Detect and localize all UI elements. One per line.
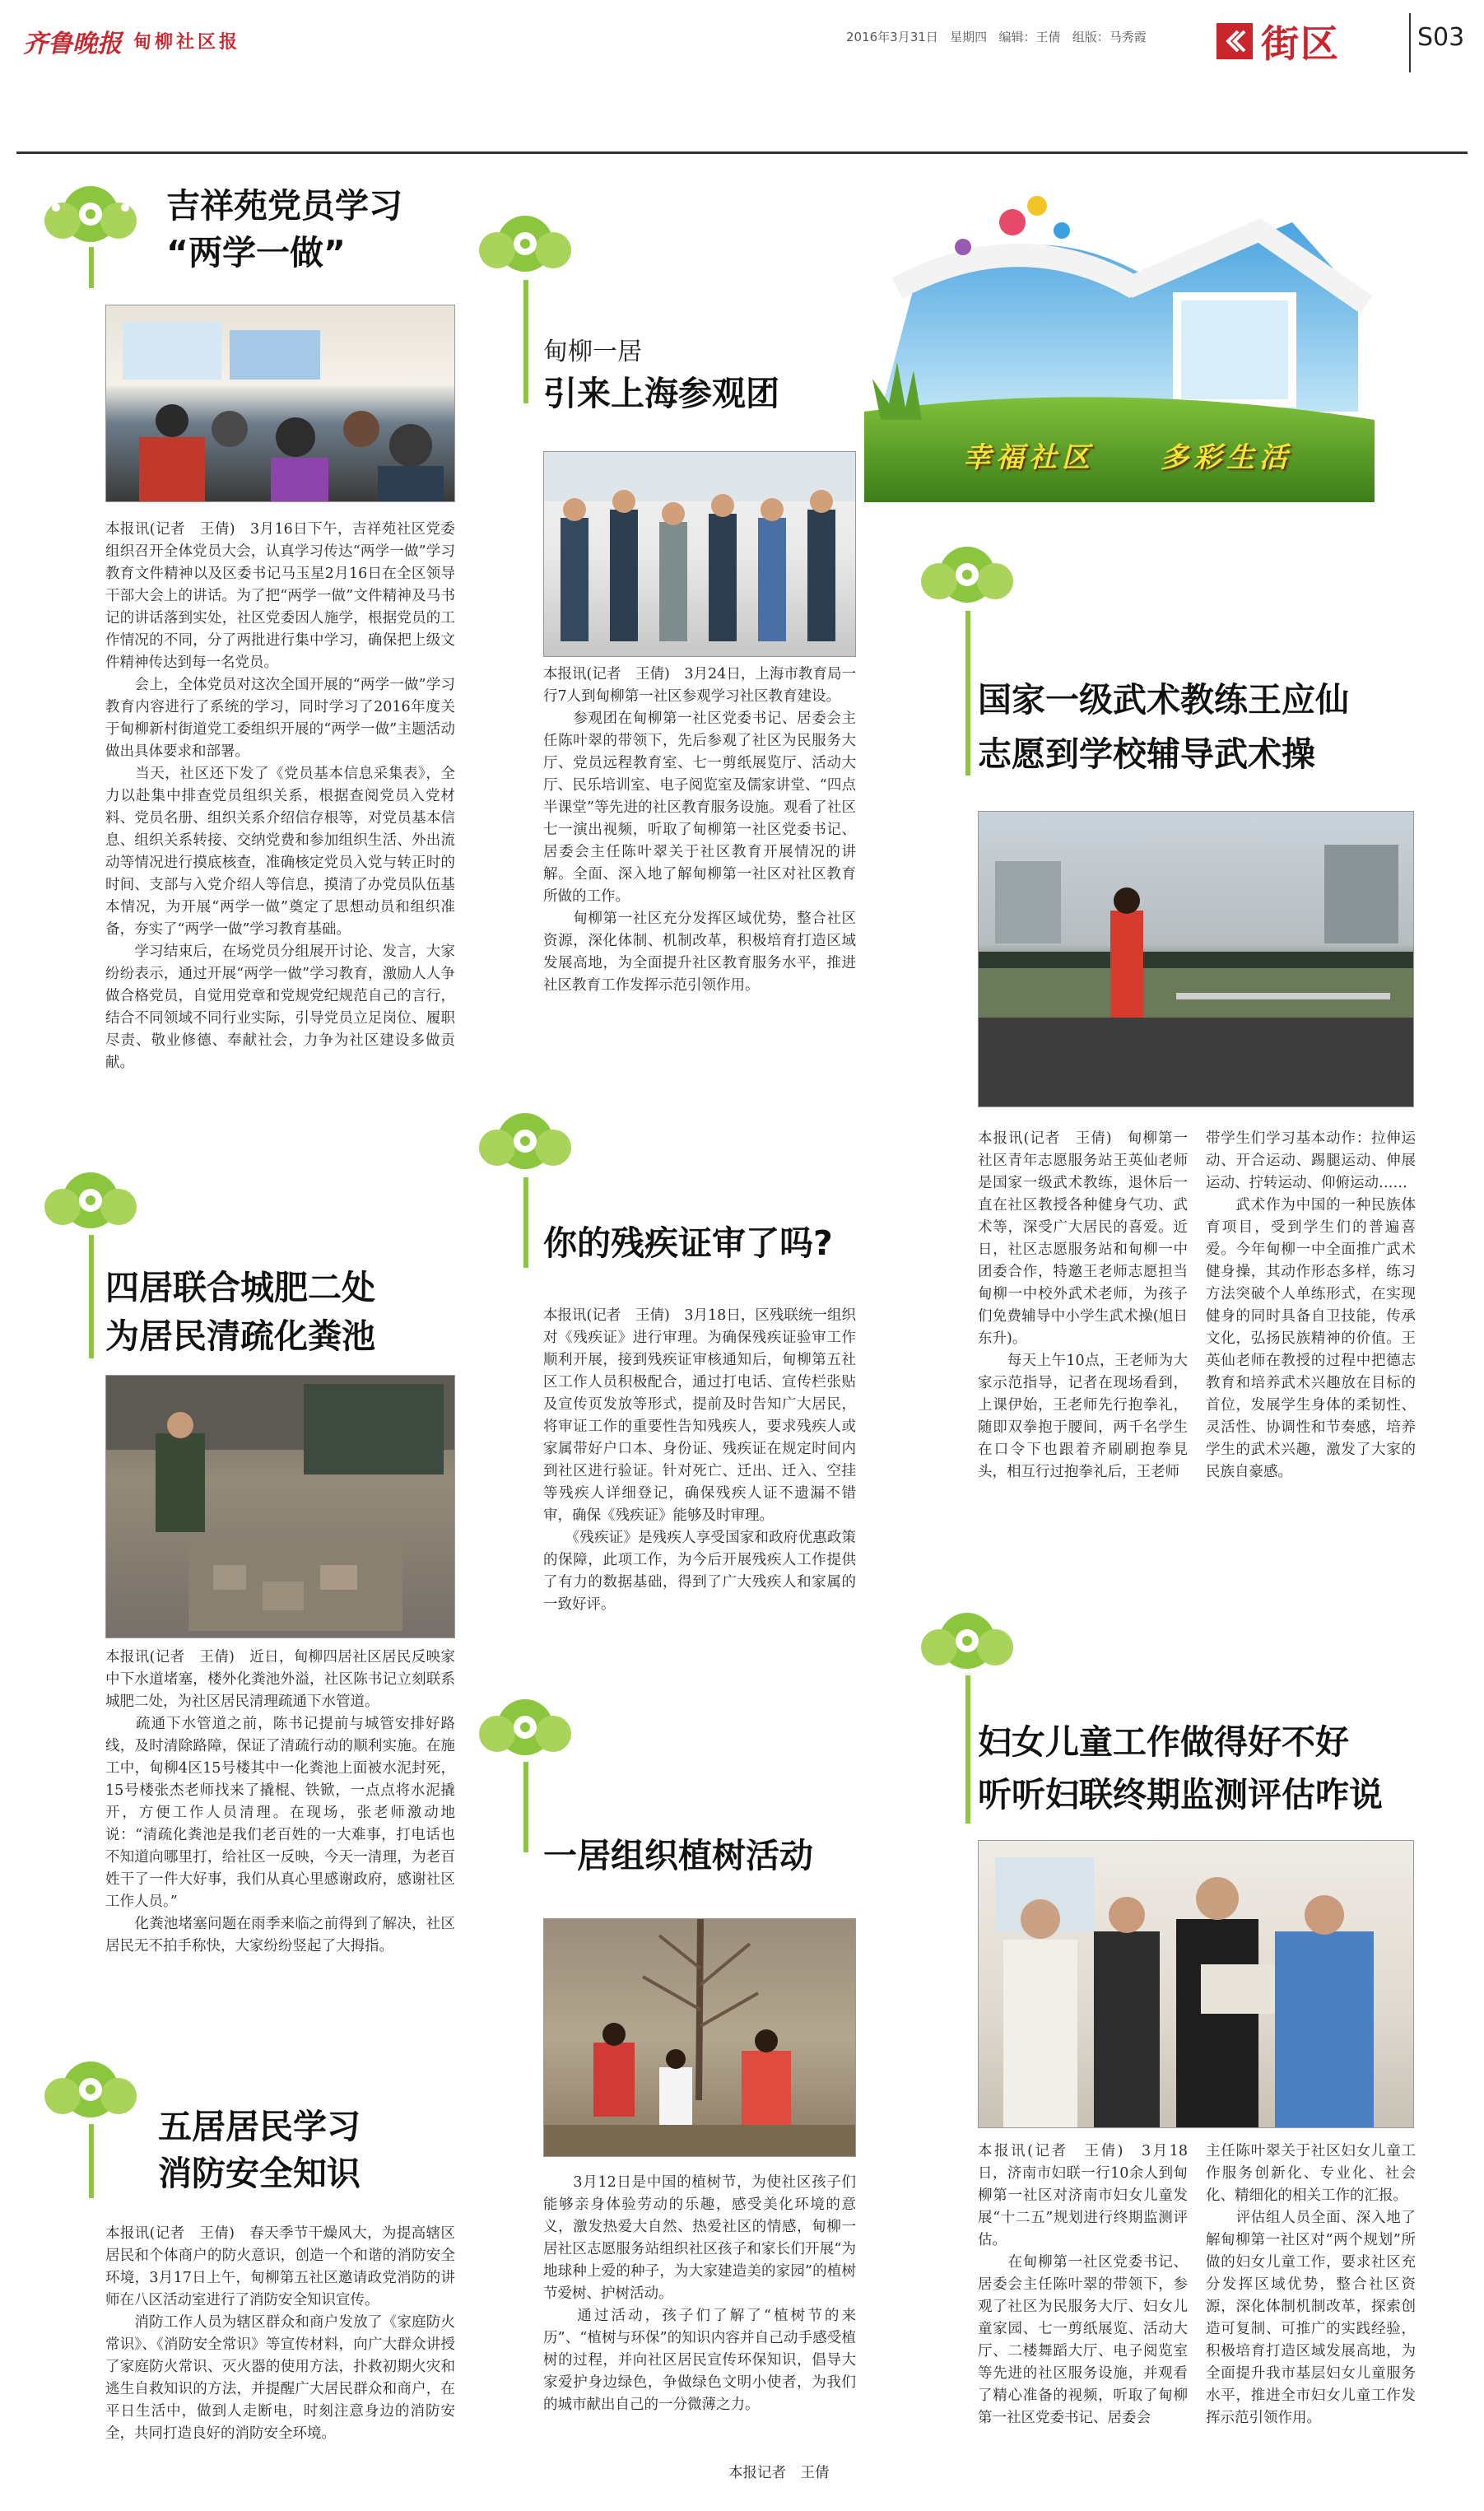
a8-body: 本报讯(记者 王倩) 春天季节干燥风大，为提高辖区居民和个体商户的防火意识，创造一个和谐的消防安全环境，3月17日上午，甸柳第五社区邀请政党消防的讲师在八区活动室进行了消防安全知识宣传。 消防工作人员为辖区群众和商户发放了《家庭防火常识》、《消防安全常识》等宣传材料，向广大群众讲授了家庭防火常识、灭火器的使用方法，扑救初期火灾和逃生自救知识的方法，并提醒广大居民群众和商户，在平日生活中，做到人走断电，时刻注意身边的消防安全，共同打造良好的消防安全环境。 (105, 2225, 455, 2442)
a8-title-line2: 消防安全知识 (158, 2154, 361, 2194)
tree-icon (468, 1696, 583, 1770)
logo-text: 齐鲁晚报 (23, 30, 122, 58)
header-divider (1409, 13, 1411, 72)
a6-body-col1: 本报讯(记者 王倩) 3月18日，济南市妇联一行10余人到甸柳第一社区对济南市妇女儿童发展“十二五”规划进行终期监测评估。 在甸柳第一社区党委书记、居委会主任陈叶翠的带领下，参观了社区为民服务大厅、妇女儿童家园、七一剪纸展览、活动大厅、二楼舞蹈大厅、电子阅览室等先进的社区服务设施，并观看了精心准备的视频，听取了甸柳第一社区党委书记、居委会 (978, 2143, 1188, 2426)
a7-tree-planting-image (544, 1919, 856, 2157)
page-number: S03 (1417, 23, 1465, 52)
tree-stem (89, 247, 94, 288)
a5-title: 你的残疾证审了吗? (543, 1223, 833, 1263)
header-rule (16, 151, 1468, 154)
tree-icon (33, 183, 148, 257)
a8-title-line1: 五居居民学习 (158, 2107, 361, 2146)
tree-icon (468, 1110, 583, 1184)
newspaper-logo (23, 23, 122, 59)
a4-title (105, 1264, 375, 1362)
tree-decoration-a3 (909, 543, 1025, 621)
a6-inspection-image (979, 1841, 1414, 2128)
tree-stem (523, 280, 528, 403)
a6-title-line2: 听听妇联终期监测评估咋说 (978, 1774, 1383, 1815)
tree-icon (909, 1610, 1025, 1684)
a1-photo (105, 305, 455, 502)
tree-icon (33, 1169, 148, 1243)
banner-illustration (864, 173, 1375, 502)
tree-icon (909, 543, 1025, 617)
chevron-left-icon (1217, 23, 1253, 59)
a1-meeting-image (106, 305, 455, 502)
a6-title (978, 1717, 1383, 1821)
editor: 编辑：王倩 (998, 30, 1061, 44)
a1-title (166, 183, 402, 277)
date-line (846, 28, 1147, 45)
a7-byline: 本报记者 王倩 (728, 2465, 830, 2481)
a2-visitors-image (544, 452, 856, 657)
a5-body: 本报讯(记者 王倩) 3月18日，区残联统一组织对《残疾证》进行审理。为确保残疾证验审工作顺利开展，接到残疾证审核通知后，甸柳第五社区工作人员积极配合，通过打电话、宣传栏张贴及宣传页发放等形式，提前及时告知广大居民，将审证工作的重要性告知残疾人，要求残疾人或家属带好户口本、身份证、残疾证在规定时间内到社区进行验证。针对死亡、迁出、迁入、空挂等残疾人详细登记，确保残疾人证不遗漏不错审，确保《残疾证》能够及时审理。 《残疾证》是残疾人享受国家和政府优惠政策的保障，此项工作，为今后开展残疾人工作提供了有力的数据基础，得到了广大残疾人和家属的一致好评。 (543, 1307, 856, 1613)
date: 2016年3月31日 (846, 30, 938, 44)
tree-stem (89, 1235, 94, 1358)
a3-body-col2: 带学生们学习基本动作：拉伸运动、开合运动、踢腿运动、伸展运动、拧转运动、仰俯运动…… 武术作为中国的一种民族体育项目，受到学生们的普遍喜爱。今年甸柳一中全面推广武术健身操，其动作形态多样，练习方法突破个人单练形式，在实现健身的同时具备自卫技能，传承文化，弘扬民族精神的价值。王英仙老师在教授的过程中把德志教育和培养武术兴趣放在目标的首位，发展学生身体的柔韧性、灵活性、协调性和节奏感，培养学生的武术兴趣，激发了大家的民族自豪感。 (1206, 1130, 1416, 1480)
a3-title-line2: 志愿到学校辅导武术操 (978, 734, 1315, 774)
a6-photo (978, 1840, 1414, 2128)
tree-icon (33, 2058, 148, 2132)
house-grass-illustration (864, 173, 1375, 502)
a2-photo (543, 451, 856, 657)
a4-photo (105, 1375, 455, 1638)
a4-sewer-image (106, 1376, 455, 1638)
a4-body: 本报讯(记者 王倩) 近日，甸柳四居社区居民反映家中下水道堵塞，楼外化粪池外溢，社区陈书记立刻联系城肥二处，为社区居民清理疏通下水管道。 疏通下水管道之前，陈书记提前与城管安排好路线，及时清除路障，保证了清疏行动的顺利实施。在施工中，甸柳4区15号楼其中一化粪池上面被水泥封死，15号楼张杰老师找来了撬棍、铁锨，一点点将水泥撬开，方便工作人员清理。在现场，张老师激动地说：“清疏化粪池是我们老百姓的一大难事，打电话也不知道向哪里打，给社区一反映，今天一清理，为老百姓干了一件大好事，我们从真心里感谢政府，感谢社区工作人员。” 化粪池堵塞问题在雨季来临之前得到了解决，社区居民无不拍手称快，大家纷纷竖起了大拇指。 (105, 1649, 455, 1954)
a3-martial-arts-image (979, 812, 1414, 1107)
a1-body: 本报讯(记者 王倩) 3月16日下午，吉祥苑社区党委组织召开全体党员大会，认真学习传达“两学一做”学习教育文件精神以及区委书记马玉星2月16日在全区领导干部大会上的讲话。为了把“两学一做”文件精神及马书记的讲话落到实处，社区党委因人施学，根据党员的工作情况的不同，分了两批进行集中学习，确保把上级文件精神传达到每一名党员。 会上，全体党员对这次全国开展的“两学一做”学习教育内容进行了系统的学习，同时学习了2016年度关于甸柳新村街道党工委组织开展的“两学一做”主题活动做出具体要求和部署。 当天，社区还下发了《党员基本信息采集表》，全力以赴集中排查党员组织关系，根据查阅党员入党材料、党员名册、组织关系介绍信存根等，对党员基本信息、组织关系转接、交纳党费和参加组织生活、外出流动等情况进行摸底核查，准确核定党员入党与转正时的时间、支部与入党介绍人等信息，摸清了办党员队伍基本情况，为开展“两学一做”奠定了思想动员和组织准备，夯实了“两学一做”学习教育基础。 学习结束后，在场党员分组展开讨论、发言，大家纷纷表示，通过开展“两学一做”学习教育，激励人人争做合格党员，自觉用党章和党规党纪规范自己的言行，结合不同领域不同行业实际，引导党员立足岗位、履职尽责、敬业修德、奉献社会，力争为社区建设多做贡献。 (105, 521, 455, 1071)
a1-title-line1: 吉祥苑党员学习 (166, 186, 402, 226)
tree-icon (468, 212, 583, 287)
a2-kicker: 甸柳一居 (543, 338, 642, 366)
tree-stem (523, 1762, 528, 1852)
a8-title (158, 2103, 361, 2198)
a2-title: 引来上海参观团 (543, 374, 779, 413)
tree-decoration-a2 (468, 212, 583, 290)
a3-photo (978, 811, 1414, 1107)
tree-decoration-a5 (468, 1110, 583, 1187)
section-title: 街区 (1261, 21, 1340, 66)
tree-stem (965, 1675, 970, 1824)
a7-title: 一居组织植树活动 (543, 1836, 813, 1875)
slogan-right: 多彩生活 (1161, 441, 1292, 474)
a7-photo (543, 1918, 856, 2157)
tree-stem (523, 1177, 528, 1268)
section-header (1217, 12, 1406, 71)
a2-body: 本报讯(记者 王倩) 3月24日，上海市教育局一行7人到甸柳第一社区参观学习社区教育建设。 参观团在甸柳第一社区党委书记、居委会主任陈叶翠的带领下，先后参观了社区为民服务大厅、党员远程教育室、七一剪纸展览厅、活动大厅、民乐培训室、电子阅览室及儒家讲堂、“四点半课堂”等先进的社区教育服务设施。观看了社区七一演出视频，听取了甸柳第一社区党委书记、居委会主任陈叶翠关于社区教育开展情况的讲解。全面、深入地了解甸柳第一社区对社区教育所做的工作。 甸柳第一社区充分发挥区域优势，整合社区资源，深化体制、机制改革，积极培育打造区域发展高地，为全面提升社区教育服务水平，推进社区教育工作发挥示范引领作用。 (543, 666, 856, 994)
a7-body: 3月12日是中国的植树节，为使社区孩子们能够亲身体验劳动的乐趣，感受美化环境的意义，激发热爱大自然、热爱社区的情感，甸柳一居社区志愿服务站组织社区孩子和家长们开展“为地球种上爱的种子，为大家建造美的家园”的植树节爱树、护树活动。 通过活动，孩子们了解了“植树节的来历”、“植树与环保”的知识内容并自己动手感受植树的过程，并向社区居民宣传环保知识，倡导大家爱护身边绿色，争做绿色文明小使者，为我们的城市献出自己的一分微薄之力。 (543, 2174, 856, 2413)
a6-title-line1: 妇女儿童工作做得好不好 (978, 1722, 1349, 1762)
a3-title-line1: 国家一级武术教练王应仙 (978, 680, 1349, 720)
tree-stem (89, 2124, 94, 2198)
a6-body-col2: 主任陈叶翠关于社区妇女儿童工作服务创新化、专业化、社会化、精细化的相关工作的汇报。 评估组人员全面、深入地了解甸柳第一社区对“两个规划”所做的妇女儿童工作，要求社区充分发挥区域优势，整合社区资源，深化体制机制改革，探索创造可复制、可推广的实践经验，积极培育打造区域发展高地，为全面提升我市基层妇女儿童服务水平，推进全市妇女儿童工作发挥示范引领作用。 (1206, 2143, 1416, 2426)
tree-stem (965, 611, 970, 776)
a3-body-col1: 本报讯(记者 王倩) 甸柳第一社区青年志愿服务站王英仙老师是国家一级武术教练，退休后一直在社区教授各种健身气功、武术等，深受广大居民的喜爱。近日，社区志愿服务站和甸柳一中团委合作，特邀王老师志愿担当甸柳一中校外武术老师，为孩子们免费辅导中小学生武术操(旭日东升)。 每天上午10点，王老师为大家示范指导，记者在现场看到，上课伊始，王老师先行抱拳礼，随即双拳抱于腰间，两千名学生在口令下也跟着齐刷刷抱拳見头，相互行过抱拳礼后，王老师 (978, 1130, 1188, 1480)
a1-title-line2: “两学一做” (166, 233, 346, 273)
a3-title (978, 673, 1349, 781)
a4-title-line2: 为居民清疏化粪池 (105, 1316, 375, 1357)
slogan-left: 幸福社区 (963, 441, 1095, 474)
column-name: 甸柳社区报 (133, 31, 241, 53)
weekday: 星期四 (950, 30, 988, 44)
layout-editor: 组版：马秀霞 (1072, 30, 1147, 44)
a4-title-line1: 四居联合城肥二处 (105, 1268, 375, 1307)
